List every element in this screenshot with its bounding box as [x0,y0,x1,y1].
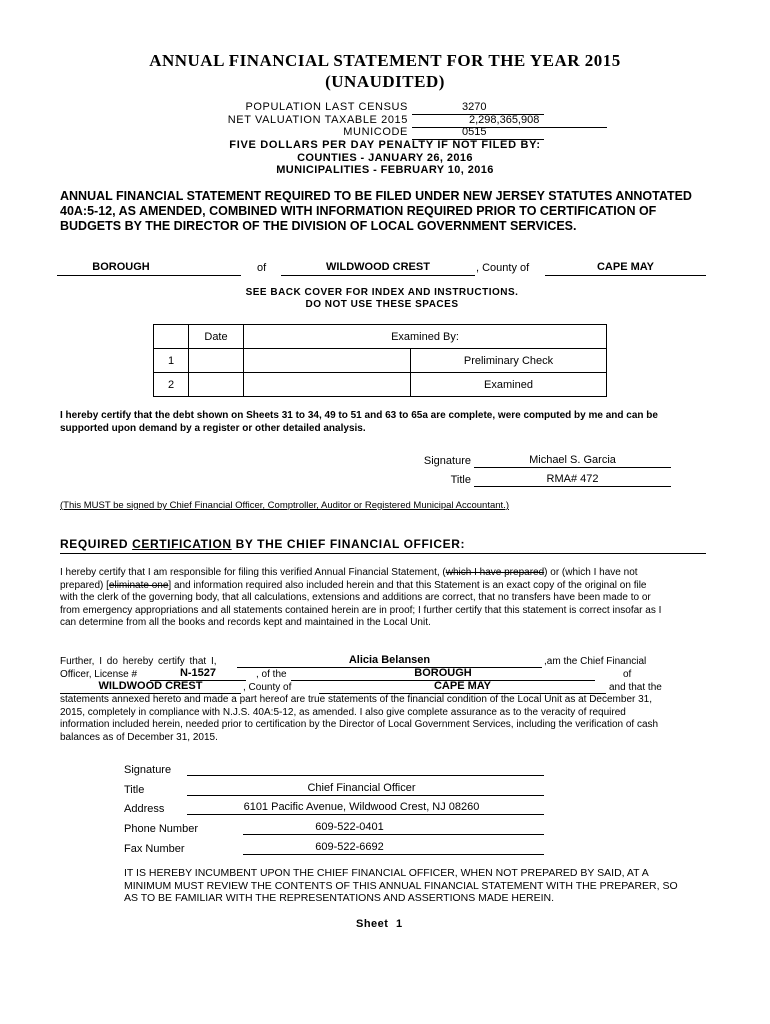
exam-date-cell[interactable] [189,349,244,373]
must-sign-note: (This MUST be signed by Chief Financial Officer, Comptroller, Auditor or Registered Municipal Accountant.) [60,500,509,511]
exam-table-header [154,325,607,349]
county-of-label: , County of [243,682,292,693]
further-certify-label: Further, I do hereby certify that I, [60,656,217,667]
contact-phone-label: Phone Number [124,823,198,835]
examination-table [153,324,607,397]
instructions-line-1: SEE BACK COVER FOR INDEX AND INSTRUCTIONS. [245,287,519,298]
exam-row-number: 1 [154,349,189,373]
exam-row [154,349,607,373]
penalty-line: FIVE DOLLARS PER DAY PENALTY IF NOT FILED BY: [229,139,541,151]
entity-type-field: BOROUGH [57,261,241,276]
exam-date-header: Date [189,325,244,349]
exam-examiner-cell[interactable] [244,373,411,397]
counties-deadline: COUNTIES - JANUARY 26, 2016 [297,152,473,164]
statements-annexed-paragraph: statements annexed hereto and made a part hereof are true statements of the financial condition of the Local Unit as at December 31, 2015, completely in compliance with N.J.S. 40A:5-12, as amended. I also give complete assurance as to the veracity of required information included herein, needed prior to certification by the Director of Local Government Services, including the verification of cash balances as of December 31, 2015. [60,694,659,743]
cfo-name-field[interactable]: Alicia Belansen [237,654,542,668]
incumbent-paragraph: IT IS HEREBY INCUMBENT UPON THE CHIEF FINANCIAL OFFICER, WHEN NOT PREPARED BY SAID, AT A MINIMUM MUST REVIEW THE CONTENTS OF THIS ANNUAL FINANCIAL STATEMENT WITH THE PREPARER, SO AS TO BE FAMILIAR WITH THE REPRESENTATIONS AND ASSERTIONS MADE HEREIN. [124,867,678,905]
am-the-cfo-text: ,am the Chief Financial [544,656,647,667]
municode-value: 0515 [412,126,544,140]
contact-title-label: Title [124,784,145,796]
exam-date-cell[interactable] [189,373,244,397]
entity-county-label: , County of [476,262,530,274]
exam-row-label: Examined [411,373,607,397]
cfo-certification-heading: REQUIRED CERTIFICATION BY THE CHIEF FINANCIAL OFFICER: [60,537,466,551]
title-line-1: ANNUAL FINANCIAL STATEMENT FOR THE YEAR 2015 [149,51,621,70]
entity-of-label: of [257,262,267,274]
county-cfo-field[interactable]: CAPE MAY [319,680,606,694]
debt-certification-text: I hereby certify that the debt shown on Sheets 31 to 34, 49 to 51 and 63 to 65a are complete, were computed by me and can be supported upon demand by a register or other detailed analysis. [60,410,658,434]
signature-field[interactable]: Michael S. Garcia [474,454,671,468]
entity-county-field: CAPE MAY [545,261,706,276]
municode-label: MUNICODE [343,126,408,138]
entity-name-field: WILDWOOD CREST [281,261,475,276]
exam-examiner-cell[interactable] [244,349,411,373]
contact-address-field[interactable]: 6101 Pacific Avenue, Wildwood Crest, NJ 08260 [187,801,544,815]
sheet-number: Sheet 1 [356,918,403,930]
contact-signature-field[interactable] [187,762,544,776]
contact-phone-field[interactable]: 609-522-0401 [243,821,544,835]
signature-label: Signature [423,455,471,467]
net-valuation-value: 2,298,365,908 [412,114,607,128]
statute-text: ANNUAL FINANCIAL STATEMENT REQUIRED TO BE FILED UNDER NEW JERSEY STATUTES ANNOTATED 40A:5-12, AS AMENDED, COMBINED WITH INFORMATION REQUIRED PRIOR TO CERTIFICATION OF BUDGETS BY THE DIRECTOR OF THE DIVISION OF LOCAL GOVERNMENT SERVICES. [60,189,692,233]
entity-name-cfo-field[interactable]: WILDWOOD CREST [60,680,241,694]
exam-row-label: Preliminary Check [411,349,607,373]
contact-address-label: Address [124,803,165,815]
title-field[interactable]: RMA# 472 [474,473,671,487]
exam-row [154,373,607,397]
title-line-2: (UNAUDITED) [325,72,445,91]
of-label: of [623,669,632,680]
population-value: 3270 [412,101,544,115]
contact-fax-field[interactable]: 609-522-6692 [243,841,544,855]
document-subtitle [0,72,770,92]
contact-title-field[interactable]: Chief Financial Officer [187,782,544,796]
section-divider [60,553,706,554]
document-title [0,51,770,71]
and-that-the-text: and that the [609,682,662,693]
exam-examined-by-header: Examined By: [244,325,607,349]
municipalities-deadline: MUNICIPALITIES - FEBRUARY 10, 2016 [276,164,494,176]
cfo-responsibility-paragraph: I hereby certify that I am responsible for filing this verified Annual Financial Statement, (which I have prepared) or (which I have not prepared) [eliminate one] and information required also included herein and that this Statement is an exact copy of the original on file with the clerk of the governing body, that all calculations, extensions and additions are correct, that no transfers have been made to or from emergency appropriations and all statements contained herein are in proof; I further certify that this statement is correct insofar as I can determine from all the books and records kept and maintained in the Local Unit. [60,567,662,629]
contact-signature-label: Signature [124,764,172,776]
exam-num-header [154,325,189,349]
net-valuation-label: NET VALUATION TAXABLE 2015 [227,114,408,126]
officer-license-label: Officer, License # [60,669,138,680]
contact-fax-label: Fax Number [124,843,185,855]
of-the-label: , of the [256,669,287,680]
instructions-line-2: DO NOT USE THESE SPACES [305,299,459,310]
license-number-field[interactable]: N-1527 [150,667,246,681]
entity-type-cfo-field[interactable]: BOROUGH [291,667,595,681]
title-label: Title [450,474,471,486]
exam-row-number: 2 [154,373,189,397]
population-label: POPULATION LAST CENSUS [245,101,408,113]
